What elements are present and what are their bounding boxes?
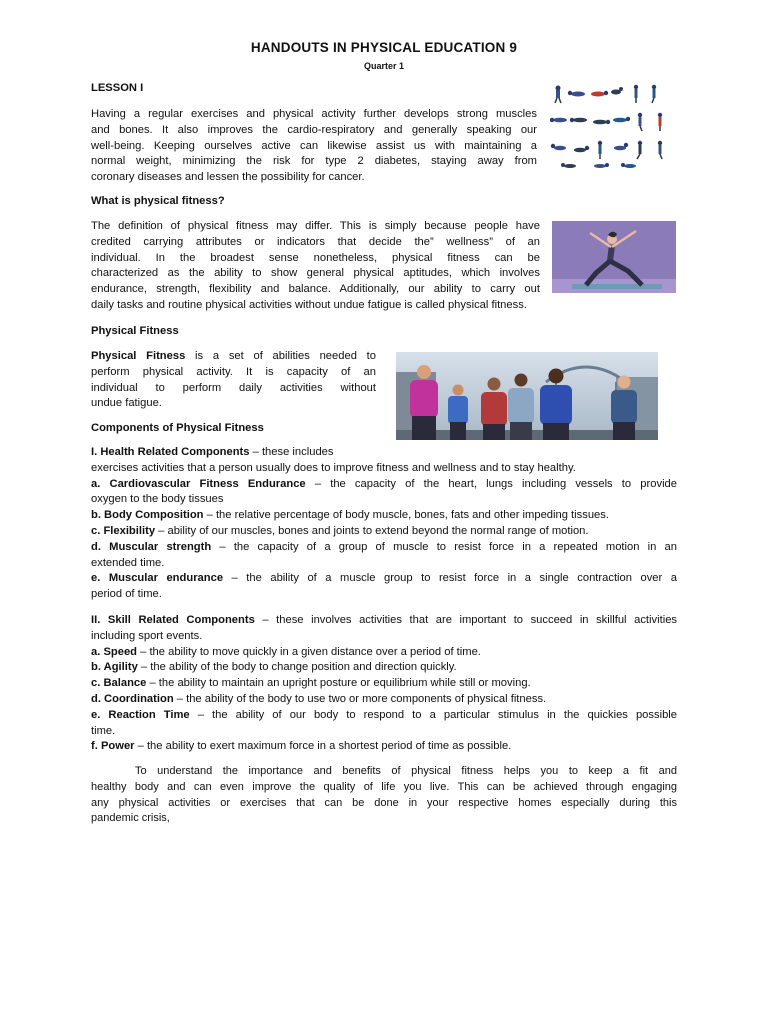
skill-components-section — [91, 613, 677, 755]
health-item-d-line — [91, 540, 677, 556]
health-item-term: a. Cardiovascular Fitness Endurance — [91, 477, 306, 490]
what-is-line: daily tasks and routine physical activities without undue fatigue is called physical fitness. — [91, 298, 527, 311]
skill-item-text: – the ability to exert maximum force in a shortest period of time as possible. — [134, 740, 512, 753]
what-is-line: credited carrying attributes or indicators that decide the” wellness” of an — [91, 235, 540, 248]
health-item-text: – the capacity of a group of muscle to resist force in a repeated motion in an — [211, 540, 677, 553]
skill-item-text: – the ability of the body to use two or more components of physical fitness. — [173, 692, 547, 705]
skill-item-term: f. Power — [91, 740, 135, 753]
health-item-e-line — [91, 571, 677, 587]
exercise-poses-image — [550, 82, 676, 174]
health-item-b-line — [91, 508, 677, 524]
skill-item-term: e. Reaction Time — [91, 708, 190, 721]
physical-fitness-heading: Physical Fitness — [91, 325, 179, 337]
closing-paragraph — [91, 764, 677, 827]
skill-item-text: – the ability to move quickly in a given distance over a period of time. — [137, 645, 481, 658]
what-is-line: characterized as the ability to show general physical aptitudes, which involves — [91, 267, 540, 280]
skill-heading-line — [91, 613, 677, 629]
health-item-term: c. Flexibility — [91, 524, 156, 537]
skill-heading-rest: – these involves activities that are important to succeed in skillful activities — [254, 614, 678, 626]
what-is-line: The definition of physical fitness may differ. This is simply because people have — [91, 220, 540, 232]
what-is-heading: What is physical fitness? — [91, 195, 225, 207]
health-item-a-cont: oxygen to the body tissues — [91, 493, 224, 506]
intro-line: coronary diseases and lessen the possibility for cancer. — [91, 171, 365, 184]
physical-fitness-line — [91, 349, 376, 365]
skill-item-text: – the ability of our body to respond to a particular stimulus in the quickies possible — [189, 708, 678, 721]
intro-paragraph — [91, 107, 537, 186]
exercise-poses-illustration — [550, 82, 676, 174]
skill-item-e-cont: time. — [91, 724, 116, 737]
group-exercise-illustration — [396, 352, 658, 440]
page-title: HANDOUTS IN PHYSICAL EDUCATION 9 — [250, 40, 518, 55]
health-desc: exercises activities that a person usually does to improve fitness and wellness and to stay healthy. — [91, 461, 576, 474]
intro-line: well-being. Keeping ourselves active can likewise assist us with maintaining a — [91, 139, 537, 152]
skill-item-f-line — [91, 739, 677, 755]
health-components-section — [91, 445, 677, 603]
health-item-term: e. Muscular endurance — [91, 572, 224, 585]
components-heading: Components of Physical Fitness — [91, 422, 264, 434]
physical-fitness-line: individual to perform daily activities without — [91, 381, 376, 394]
skill-item-term: b. Agility — [91, 661, 138, 674]
closing-line: To understand the importance and benefits of physical fitness helps you to keep a fit and — [135, 765, 677, 777]
skill-item-term: d. Coordination — [91, 692, 174, 705]
health-item-term: b. Body Composition — [91, 509, 204, 522]
yoga-pose-illustration — [552, 221, 676, 293]
intro-line: normal weight, minimizing the risk for type 2 diabetes, staying away from — [91, 155, 537, 168]
what-is-line: endurance, strength, flexibility and balance. Additionally, our ability to carry out — [91, 283, 540, 296]
what-is-line: individual. In the broadest sense nonetheless, physical fitness can be — [91, 251, 540, 264]
what-is-paragraph — [91, 219, 540, 314]
lesson-label: LESSON I — [91, 82, 144, 94]
skill-item-b-line — [91, 660, 677, 676]
physical-fitness-paragraph — [91, 349, 376, 412]
closing-line: pandemic crisis, — [91, 812, 170, 825]
health-item-a-line — [91, 477, 677, 493]
health-item-term: d. Muscular strength — [91, 540, 212, 553]
health-item-text: – the relative percentage of body muscle, bones, fats and other impeding tissues. — [203, 509, 609, 522]
group-exercise-image — [396, 352, 658, 440]
skill-heading: II. Skill Related Components — [91, 614, 255, 626]
health-item-c-line — [91, 524, 677, 540]
health-heading-rest: – these includes — [249, 446, 334, 458]
health-heading-line — [91, 445, 677, 461]
closing-line: any physical activities or exercises that can be done in your respective homes especially during this — [91, 796, 677, 809]
skill-item-text: – the ability of the body to change position and direction quickly. — [137, 661, 457, 674]
health-heading: I. Health Related Components — [91, 446, 250, 458]
health-item-text: – the capacity of the heart, lungs including vessels to provide — [305, 477, 677, 490]
intro-line: and bones. It also improves the cardio-respiratory and generally speaking our — [91, 123, 537, 136]
physical-fitness-line: perform physical activity. It is capacity of an — [91, 365, 376, 378]
intro-line: Having a regular exercises and physical activity further develops strong muscles — [91, 108, 537, 120]
health-item-e-cont: period of time. — [91, 588, 162, 601]
physical-fitness-text: is a set of abilities needed to — [185, 350, 376, 362]
skill-item-c-line — [91, 676, 677, 692]
skill-item-a-line — [91, 645, 677, 661]
skill-item-term: a. Speed — [91, 645, 138, 658]
physical-fitness-line: undue fatigue. — [91, 397, 162, 410]
skill-desc: including sport events. — [91, 629, 203, 642]
yoga-pose-image — [552, 221, 676, 293]
page-subtitle: Quarter 1 — [363, 61, 405, 71]
closing-line: healthy body and can even improve the quality of life you live. This can be achieved through engaging — [91, 780, 677, 793]
physical-fitness-term: Physical Fitness — [91, 350, 186, 362]
skill-item-text: – the ability to maintain an upright posture or equilibrium while still or moving. — [146, 677, 531, 690]
health-item-text: – the ability of a muscle group to resist force in a single contraction over a — [223, 572, 677, 585]
skill-item-e-line — [91, 708, 677, 724]
skill-item-term: c. Balance — [91, 677, 147, 690]
skill-item-d-line — [91, 692, 677, 708]
health-item-d-cont: extended time. — [91, 556, 165, 569]
health-item-text: – ability of our muscles, bones and joints to extend beyond the normal range of motion. — [155, 524, 589, 537]
